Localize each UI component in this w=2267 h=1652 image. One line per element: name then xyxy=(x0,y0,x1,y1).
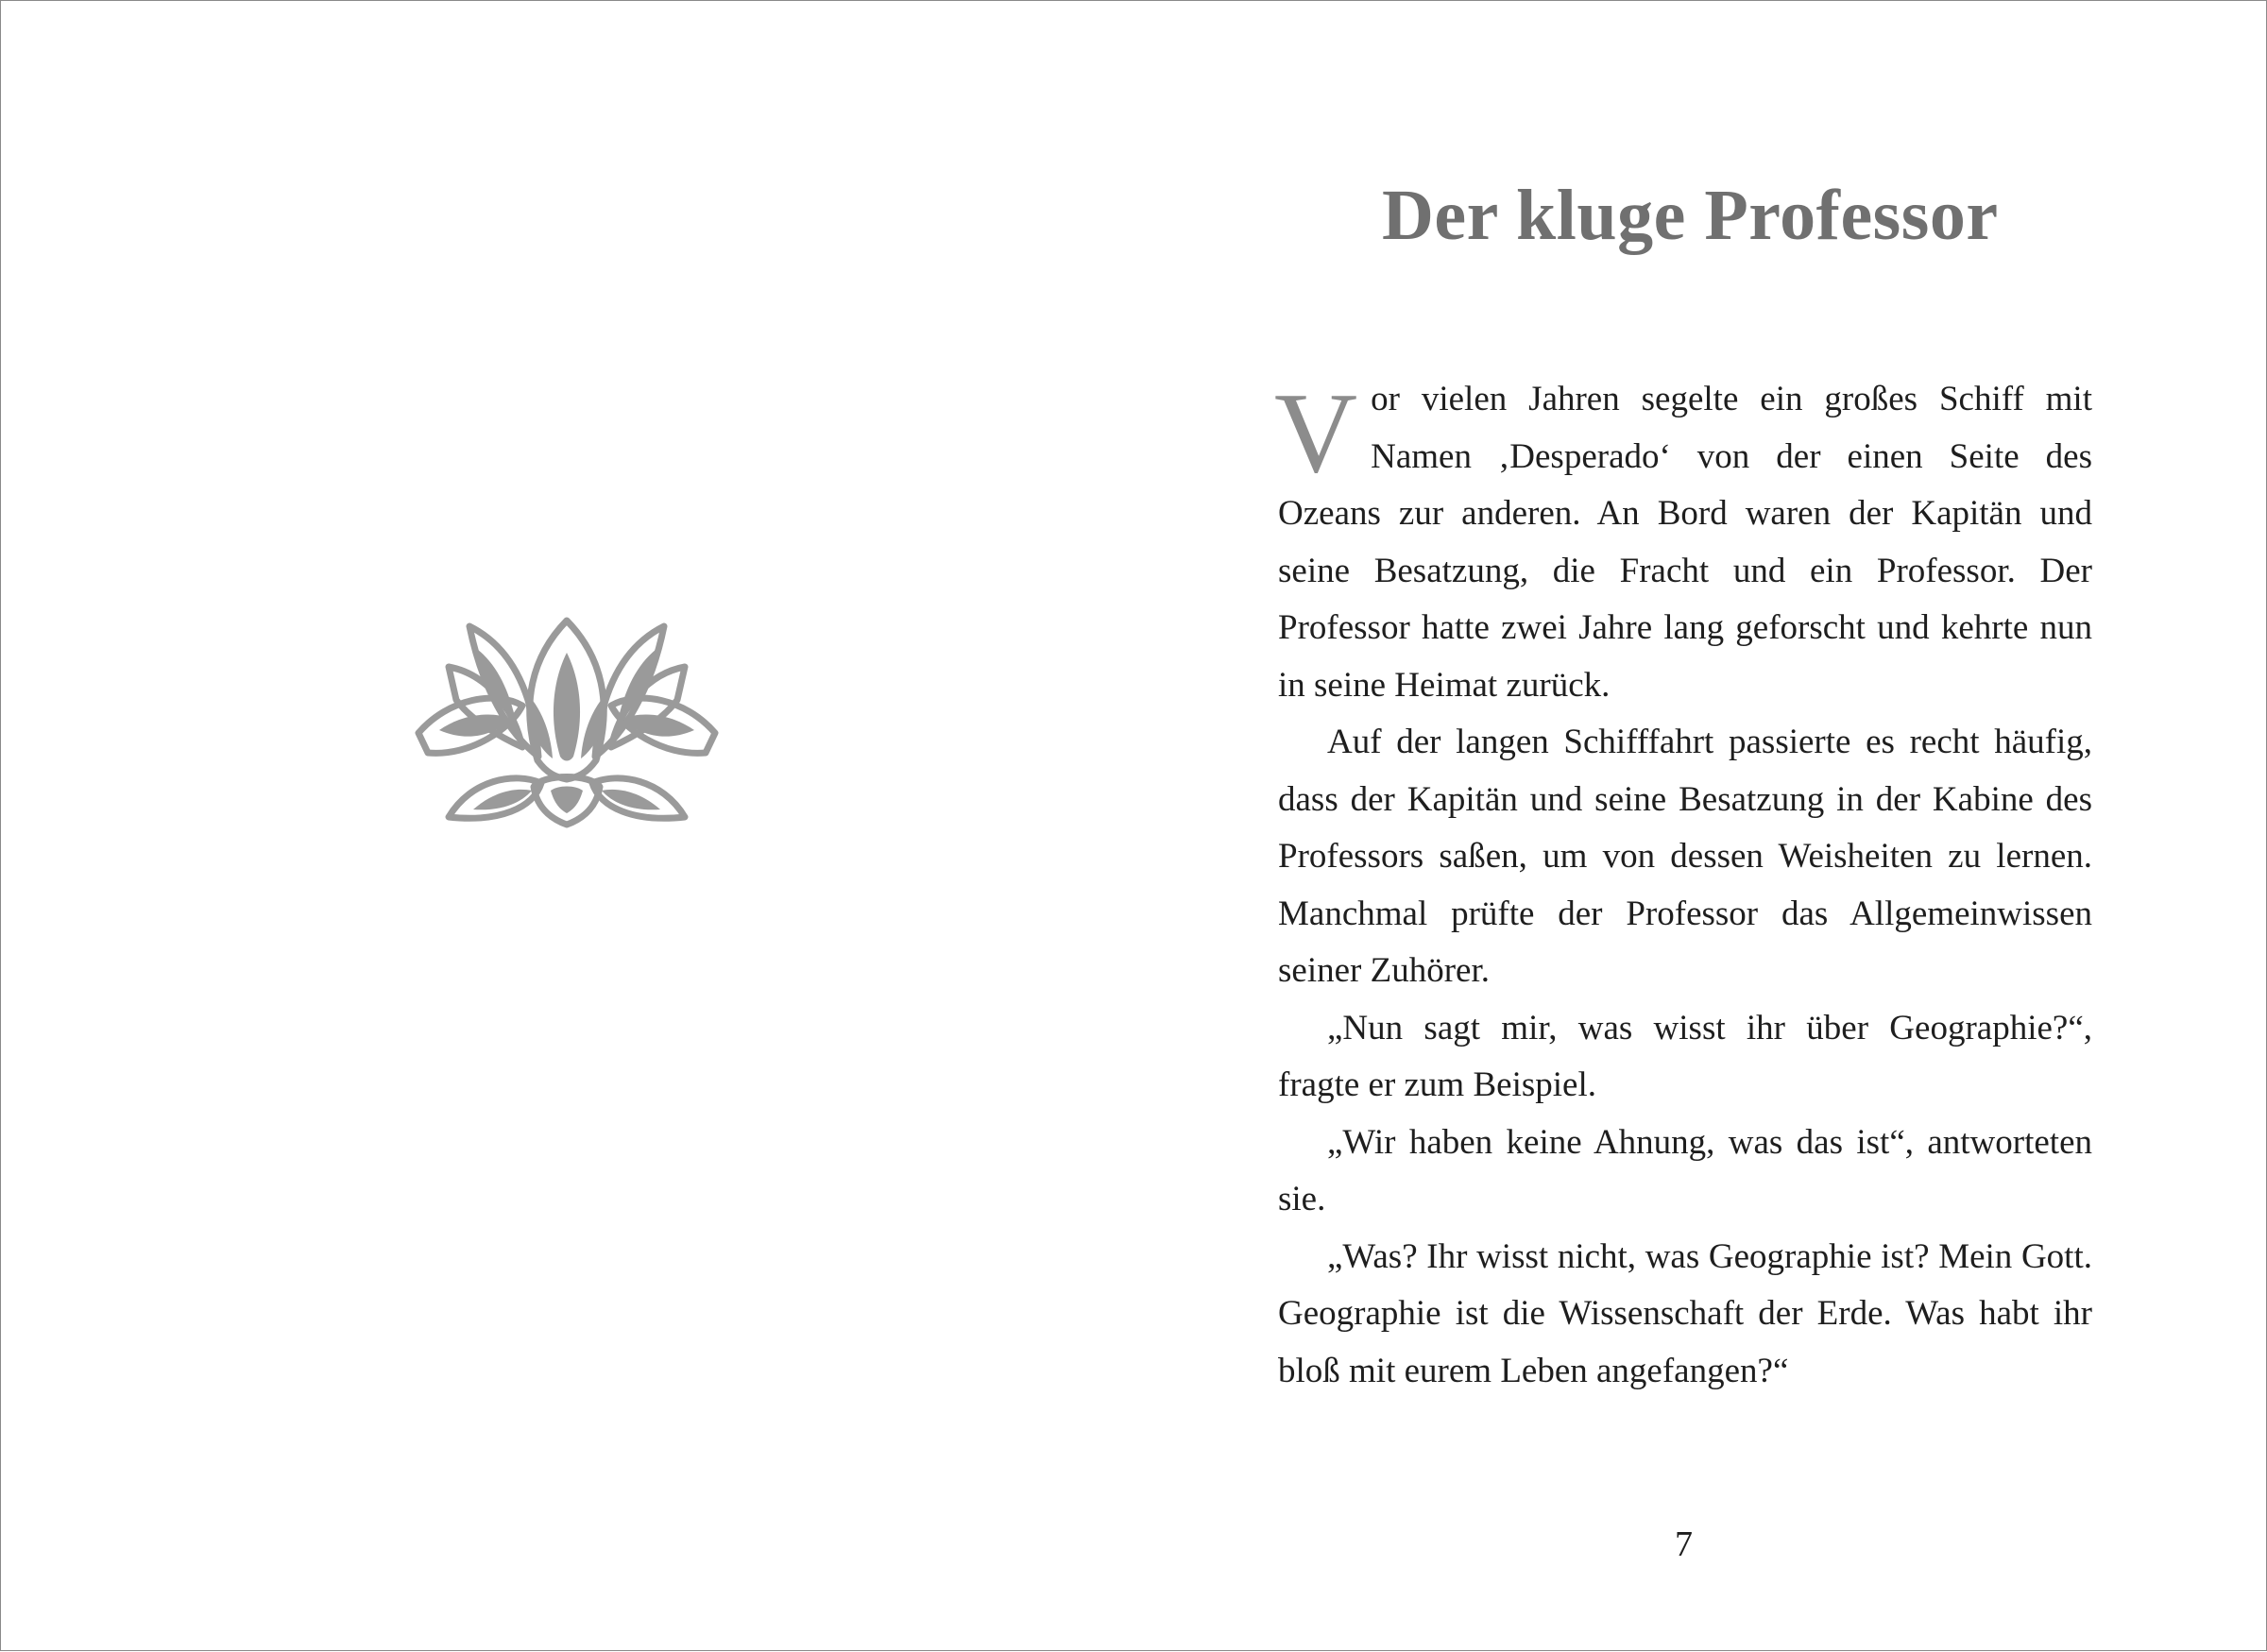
paragraph-1 xyxy=(1274,369,2092,714)
chapter-title: Der kluge Professor xyxy=(1382,176,1999,255)
paragraph-2: Auf der langen Schifffahrt passierte es recht häufig, dass der Kapitän und seine Besatzung in der Kabine des Professors saßen, um von dessen Weisheiten zu lernen. Manchmal prüfte der Professor das Allgemeinwissen seiner Zuhörer. xyxy=(1278,723,2092,990)
chapter-body xyxy=(1274,369,2092,1400)
paragraph-3: „Nun sagt mir, was wisst ihr über Geographie?“, fragte er zum Beispiel. xyxy=(1278,1008,2092,1104)
lotus-flower-icon xyxy=(411,615,723,828)
left-page xyxy=(1,1,1134,1652)
paragraph-1-text: or vielen Jahren segelte ein großes Schiff mit Namen ‚Desperado‘ von der einen Seite des Ozeans zur anderen. An Bord waren der Kapitän und seine Besatzung, die Fracht und ein Professor. Der Professor hatte zwei Jahre lang geforscht und kehrte nun in seine Heimat zurück. xyxy=(1278,380,2092,705)
drop-cap: V xyxy=(1274,369,1358,497)
page-number: 7 xyxy=(1675,1524,1693,1564)
paragraph-5: „Was? Ihr wisst nicht, was Geographie ist? Mein Gott. Geographie ist die Wissenschaft der Erde. Was habt ihr bloß mit eurem Leben angefangen?“ xyxy=(1278,1236,2092,1390)
paragraph-4: „Wir haben keine Ahnung, was das ist“, antworteten sie. xyxy=(1278,1122,2092,1218)
